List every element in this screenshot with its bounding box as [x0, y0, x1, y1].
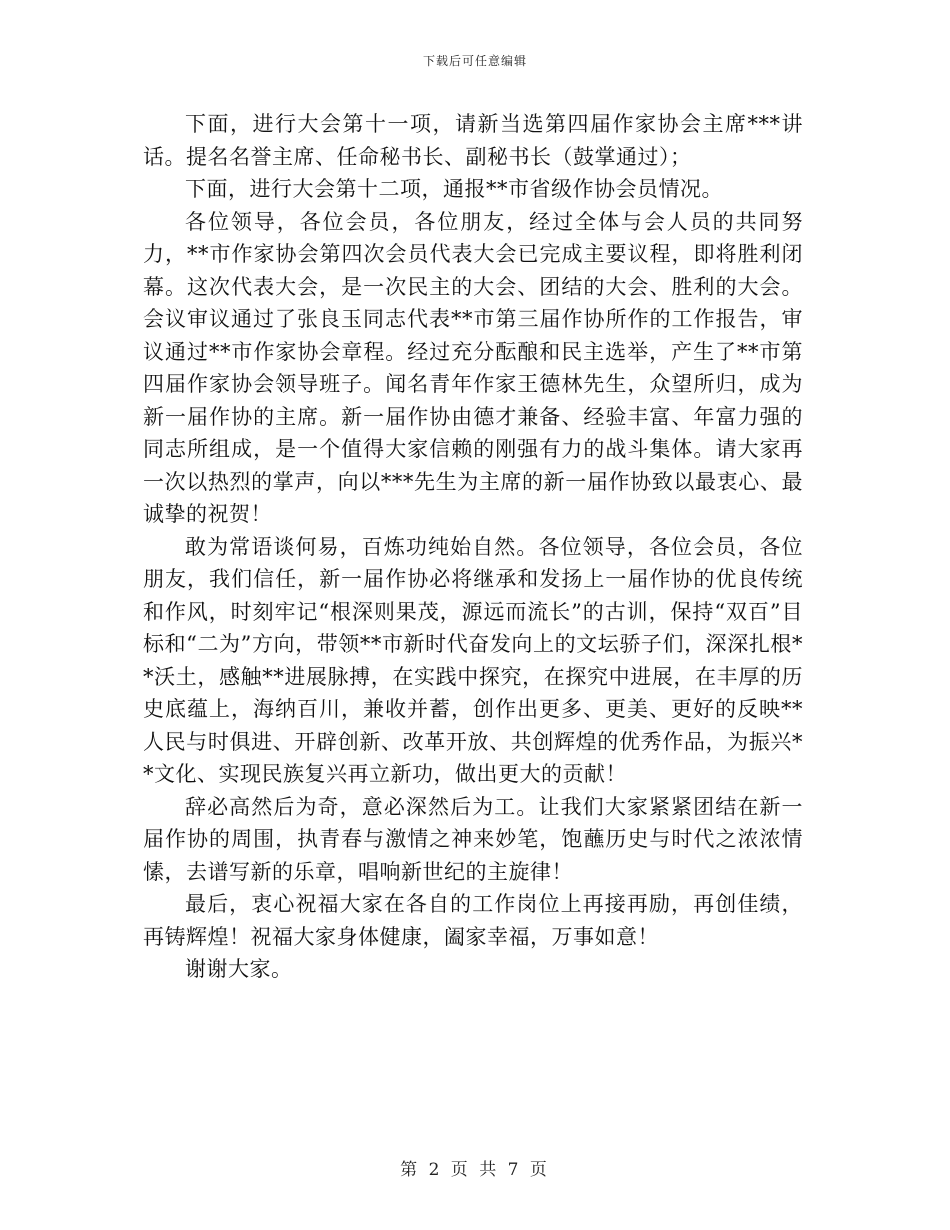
paragraph-item-12: 下面，进行大会第十二项，通报**市省级作协会员情况。 [185, 177, 723, 201]
paragraph-blessings: 最后，衷心祝福大家在各自的工作岗位上再接再励，再创佳绩，再铸辉煌！祝福大家身体健康，阖家幸福，万事如意！ [143, 892, 803, 949]
paragraph-call-to-unite: 辞必高然后为奇，意必深然后为工。让我们大家紧紧团结在新一届作协的周围，执青春与激情之神来妙笔，饱蘸历史与时代之浓浓情愫，去谱写新的乐章，唱响新世纪的主旋律！ [143, 794, 803, 884]
paragraph-closing-summary: 各位领导，各位会员，各位朋友，经过全体与会人员的共同努力，**市作家协会第四次会员代表大会已完成主要议程，即将胜利闭幕。这次代表大会，是一次民主的大会、团结的大会、胜利的大会。会议审议通过了张良玉同志代表**市第三届作协所作的工作报告，审议通过**市作家协会章程。经过充分酝酿和民主选举，产生了**市第四届作家协会领导班子。闻名青年作家王德林先生，众望所归，成为新一届作协的主席。新一届作协由德才兼备、经验丰富、年富力强的同志所组成，是一个值得大家信赖的刚强有力的战斗集体。请大家再一次以热烈的掌声，向以***先生为主席的新一届作协致以最衷心、最诚挚的祝贺！ [143, 209, 803, 526]
paragraph-expectations: 敢为常语谈何易，百炼功纯始自然。各位领导，各位会员，各位朋友，我们信任，新一届作协必将继承和发扬上一届作协的优良传统和作风，时刻牢记“根深则果茂，源远而流长”的古训，保持“双百”目标和“二为”方向，带领**市新时代奋发向上的文坛骄子们，深深扎根**沃土，感触**进展脉搏，在实践中探究，在探究中进展，在丰厚的历史底蕴上，海纳百川，兼收并蓄，创作出更多、更美、更好的反映**人民与时俱进、开辟创新、改革开放、共创辉煌的优秀作品，为振兴**文化、实现民族复兴再立新功，做出更大的贡献！ [143, 534, 803, 786]
page-header: 下载后可任意编辑 [422, 54, 527, 68]
document-body [143, 108, 803, 986]
paragraph-item-11: 下面，进行大会第十一项，请新当选第四届作家协会主席***讲话。提名名誉主席、任命秘书长、副秘书长（鼓掌通过）； [143, 112, 803, 169]
paragraph-thanks: 谢谢大家。 [185, 957, 293, 981]
page-number: 第 2 页 共 7 页 [400, 1160, 550, 1180]
